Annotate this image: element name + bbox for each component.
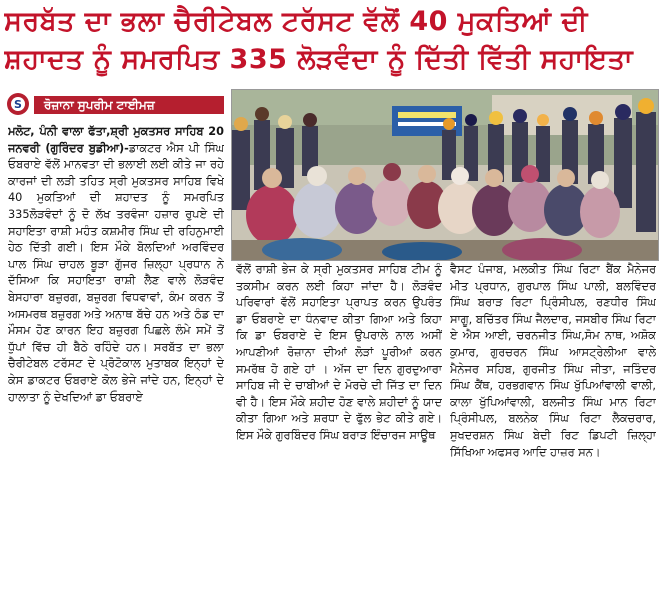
newspaper-brand (6, 91, 226, 117)
svg-text:S: S (14, 98, 22, 111)
article-column-2: ਵੱਲੋਂ ਰਾਸ਼ੀ ਭੇਜ ਕੇ ਸ੍ਰੀ ਮੁਕਤਸਰ ਸਾਹਿਬ ਟੀਮ ਨੂੰ ਤਕਸੀਮ ਕਰਨ ਲਈ ਕਿਹਾ ਜਾਂਦਾ ਹੈ। ਲੋੜਵੰਦ ਪਰਿਵਾਰਾਂ ਵੱਲੋਂ ਸਹਾਇਤਾ ਪ੍ਰਾਪਤ ਕਰਨ ਉਪਰੰਤ ਡਾ ਓਬਰਾਏ ਦਾ ਧੰਨਵਾਦ ਕੀਤਾ ਗਿਆ ਅਤੇ ਕਿਹਾ ਕਿ ਡਾ ਓਬਰਾਏ ਦੇ ਇਸ ਉਪਰਾਲੇ ਨਾਲ ਅਸੀਂ ਆਪਣੀਆਂ ਰੋਜ਼ਾਨਾ ਦੀਆਂ ਲੋੜਾਂ ਪੂਰੀਆਂ ਕਰਨ ਸਮਰੱਥ ਹੋ ਗਏ ਹਾਂ । ਅੱਜ ਦਾ ਦਿਨ ਗੁਰਦੁਆਰਾ ਸਾਹਿਬ ਜੀ ਦੇ ਚਾਬੀਆਂ ਦੇ ਮੋਰਚੇ ਦੀ ਜਿੱਤ ਦਾ ਦਿਨ ਵੀ ਹੈ। ਇਸ ਮੌਕੇ ਸ਼ਹੀਦ ਹੋਣ ਵਾਲੇ ਸ਼ਹੀਦਾਂ ਨੂੰ ਯਾਦ ਕੀਤਾ ਗਿਆ ਅਤੇ ਸ਼ਰਧਾ ਦੇ ਫੁੱਲ ਭੇਟ ਕੀਤੇ ਗਏ।ਇਸ ਮੌਕੇ ਗੁਰਬਿੰਦਰ ਸਿੰਘ ਬਰਾੜ ਇੰਚਾਰਜ ਸਾਊਥ (236, 263, 442, 442)
article-column-1 (8, 124, 224, 596)
headline-line-2: ਸ਼ਹਾਦਤ ਨੂੰ ਸਮਰਪਿਤ 335 ਲੋੜਵੰਦਾ ਨੂੰ ਦਿੱਤੀ ਵਿੱਤੀ ਸਹਾਇਤਾ (4, 44, 634, 75)
group-photo-icon (231, 89, 659, 261)
article-column-1-text: ਡਾਕਟਰ ਐਸ ਪੀ ਸਿੰਘ ਓਬਰਾਏ ਵੱਲੋਂ ਮਾਨਵਤਾ ਦੀ ਭਲਾਈ ਲਈ ਕੀਤੇ ਜਾ ਰਹੇ ਕਾਰਜਾਂ ਦੀ ਲੜੀ ਤਹਿਤ ਸ੍ਰੀ ਮੁਕਤਸਰ ਸਾਹਿਬ ਵਿਖੇ 40 ਮੁਕਤਿਆਂ ਦੀ ਸ਼ਹਾਦਤ ਨੂੰ ਸਮਰਪਿਤ 335ਲੋੜਵੰਦਾਂ ਨੂੰ ਦੋ ਲੱਖ ਤਰਵੰਜਾ ਹਜ਼ਾਰ ਰੁਪਏ ਦੀ ਸਹਾਇਤਾ ਰਾਸ਼ੀ ਮਹੰਤ ਕਸ਼ਮੀਰ ਸਿੰਘ ਦੀ ਰਹਿਨੁਮਾਈ ਹੇਠ ਦਿੱਤੀ ਗਈ। ਇਸ ਮੌਕੇ ਬੋਲਦਿਆਂ ਅਰਵਿੰਦਰ ਪਾਲ ਸਿੰਘ ਚਾਹਲ ਬੂੜਾ ਗੁੱਜਰ ਜ਼ਿਲ੍ਹਾ ਪ੍ਰਧਾਨ ਨੇ ਦੱਸਿਆ ਕਿ ਸਹਾਇਤਾ ਰਾਸ਼ੀ ਲੈਣ ਵਾਲੇ ਲੋੜਵੰਦ ਬੇਸਹਾਰਾ ਬਜ਼ੁਰਗ, ਬਜ਼ੁਰਗ ਵਿਧਵਾਵਾਂ, ਕੰਮ ਕਰਨ ਤੋਂ ਅਸਮਰਥ ਬਜ਼ੁਰਗ ਅਤੇ ਅਨਾਥ ਬੱਚੇ ਹਨ ਅਤੇ ਠੰਡ ਦਾ ਮੌਸਮ ਹੋਣ ਕਾਰਨ ਇਹ ਬਜ਼ੁਰਗ ਪਿਛਲੇ ਲੰਮੇ ਸਮੇਂ ਤੋਂ ਧੁੱਪਾਂ ਵਿੱਚ ਹੀ ਬੈਠੇ ਰਹਿੰਦੇ ਹਨ। ਸਰਬੱਤ ਦਾ ਭਲਾ ਚੈਰੀਟੇਬਲ ਟਰੱਸਟ ਦੇ ਪ੍ਰੋਟੋਕਾਲ ਮੁਤਾਬਕ ਇਨ੍ਹਾਂ ਦੇ ਕੇਸ ਡਾਕਟਰ ਓਬਰਾਏ ਕੋਲ ਭੇਜੇ ਜਾਂਦੇ ਹਨ, ਇਨ੍ਹਾਂ ਦੇ ਹਾਲਾਤਾ ਨੂੰ ਦੇਖਦਿਆਂ ਡਾ ਓਬਰਾਏ (8, 141, 224, 404)
article-column-3: ਵੈਸਟ ਪੰਜਾਬ, ਮਲਕੀਤ ਸਿੰਘ ਰਿਟਾ ਬੈਂਕ ਮੈਨੇਜਰ ਮੀਤ ਪ੍ਰਧਾਨ, ਗੁਰਪਾਲ ਸਿੰਘ ਪਾਲੀ, ਬਲਵਿੰਦਰ ਸਿੰਘ ਬਰਾੜ ਰਿਟਾ ਪ੍ਰਿੰਸੀਪਲ, ਰਣਧੀਰ ਸਿੰਘ ਸਾਗੂ, ਬਚਿੱਤਰ ਸਿੰਘ ਜੈਲਦਾਰ, ਜਸਬੀਰ ਸਿੰਘ ਰਿਟਾ ਏ ਐਸ ਆਈ, ਚਰਨਜੀਤ ਸਿੰਘ,ਸੋਮ ਨਾਥ, ਅਸ਼ੋਕ ਕੁਮਾਰ, ਗੁਰਚਰਨ ਸਿੰਘ ਆਸਟ੍ਰੇਲੀਆ ਵਾਲੇ ਮੈਨੇਜਰ ਸਹਿਬ, ਗੁਰਜੀਤ ਸਿੰਘ ਜੀਤਾ, ਜਤਿੰਦਰ ਸਿੰਘ ਕੈਂਥ, ਹਰਭਗਵਾਨ ਸਿੰਘ ਖੁੱਪਿਆਂਵਾਲੀ ਵਾਲੀ, ਕਾਲਾ ਖੁੱਪਿਆਂਵਾਲੀ, ਬਲਜੀਤ ਸਿੰਘ ਮਾਨ ਰਿਟਾ ਪ੍ਰਿੰਸੀਪਲ, ਬਲਨੇਕ ਸਿੰਘ ਰਿਟਾ ਲੈਕਚਰਾਰ, ਸੁਖਦਰਸ਼ਨ ਸਿੰਘ ਬੇਦੀ ਰਿਟ ਡਿਪਟੀ ਜ਼ਿਲ੍ਹਾ ਸਿੱਖਿਆ ਅਫਸਰ ਆਦਿ ਹਾਜ਼ਰ ਸਨ। (450, 263, 656, 459)
newspaper-logo-icon (6, 91, 36, 117)
newspaper-name: ਰੋਜ਼ਾਨਾ ਸੁਪਰੀਮ ਟਾਈਮਜ਼ (34, 96, 224, 114)
article-dateline: ਮਲੋਟ, ਪੰਨੀ ਵਾਲਾ ਫੱਤਾ,ਸ਼੍ਰੀ ਮੁਕਤਸਰ ਸਾਹਿਬ 20 ਜਨਵਰੀ (ਗੁਰਿੰਦਰ ਬੁਡੀਆ)- (8, 125, 224, 155)
headline (0, 0, 661, 84)
headline-line-1: ਸਰਬੱਤ ਦਾ ਭਲਾ ਚੈਰੀਟੇਬਲ ਟਰੱਸਟ ਵੱਲੋਂ 40 ਮੁਕਤਿਆਂ ਦੀ (4, 6, 588, 37)
